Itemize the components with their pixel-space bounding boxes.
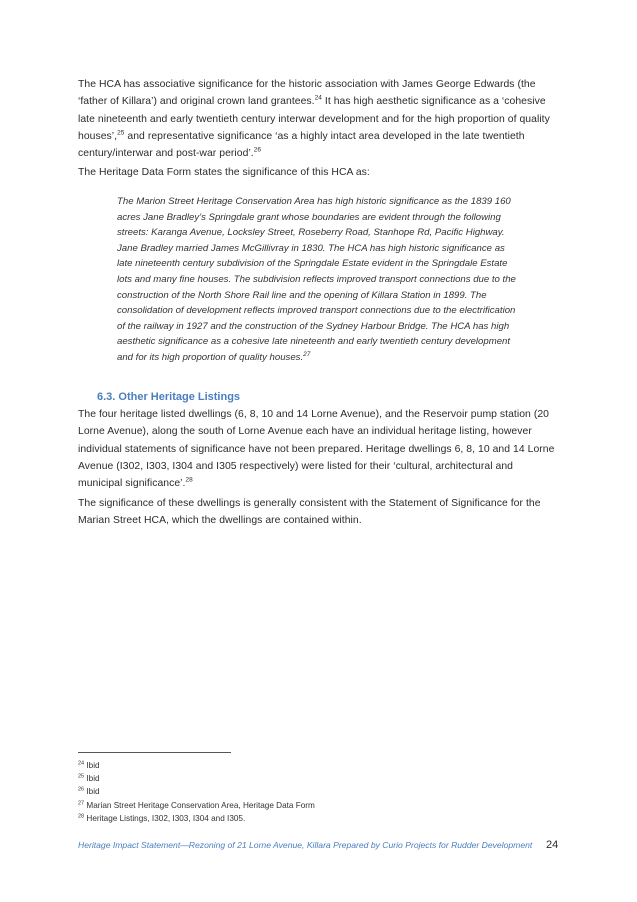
footnote-text: Marian Street Heritage Conservation Area, Heritage Data Form [84,800,315,810]
quote-text: The Marion Street Heritage Conservation Area has high historic significance as the 1839 160 acres Jane Bradley’s Springdale grant whose boundaries are evident through the following streets: Karanga Avenue, Locksley Street, Roseberry Road, Stanhope Rd, Pacific Highway. Jane Bradley married James McGillivray in 1830. The HCA has high historic significance as late nineteenth century subdivision of the Springdale Estate evident in the Springdale Estate lots and many fine houses. The subdivision reflects improved transport connections due to the construction of the North Shore Rail line and the opening of Killara Station in 1899. The consolidation of development reflects improved transport connections due to the electrification of the railway in 1927 and the construction of the Sydney Harbour Bridge. The HCA has high aesthetic significance as a cohesive late nineteenth and early twentieth century development and for its high proportion of quality houses. [117,196,516,363]
page-number: 24 [546,839,559,851]
footnote-text: Ibid [84,761,100,770]
intro-text-part-1: The HCA has associative significance for the historic association with James George Edwards (the ‘father of Killara’) and original crown land grantees. [78,79,536,108]
data-form-intro: The Heritage Data Form states the significance of this HCA as: [78,167,370,178]
footnote-item [78,772,498,785]
footnote-text: Ibid [84,787,100,797]
footnote-number: 25 [78,773,85,780]
footnote-text: Ibid [84,774,100,784]
footnote-item [78,785,498,798]
footnote-number: 27 [78,799,85,806]
footnotes [78,759,498,825]
footnote-divider [78,752,231,753]
footnote-number: 28 [78,813,85,820]
footnote-ref-26[interactable]: 26 [253,146,262,154]
listings-paragraph [78,406,560,492]
footnote-text: Heritage Listings, I302, I303, I304 and I305. [84,813,246,823]
listings-text: The four heritage listed dwellings (6, 8, 10 and 14 Lorne Avenue), and the Reservoir pump station (20 Lorne Avenue), along the south of Lorne Avenue each have an individual heritage listing, however individual statements of significance have not been prepared. Heritage dwellings 6, 8, 10 and 14 Lorne Avenue (I302, I303, I304 and I305 respectively) were listed for their ‘cultural, architectural and municipal significance’. [78,409,555,490]
footnote-item [78,812,498,825]
footnote-number: 26 [78,786,85,793]
footnote-item [78,799,498,812]
intro-paragraph [78,76,560,162]
intro-text-part-2: It has high aesthetic significance as a ‘cohesive late nineteenth and early twentieth century interwar development and for the high proportion of quality houses’, [78,96,550,142]
significance-quote [117,194,517,366]
intro-text-part-3: and representative significance ‘as a highly intact area developed in the late twentieth century/interwar and post-war period’. [78,130,525,160]
footnote-item [78,759,498,772]
footnote-ref-24[interactable]: 24 [314,94,322,102]
page-footer: Heritage Impact Statement—Rezoning of 21 Lorne Avenue, Killara Prepared by Curio Projects for Rudder Development [78,840,533,850]
footnote-ref-27[interactable]: 27 [303,350,311,358]
section-heading: 6.3. Other Heritage Listings [97,391,241,403]
footnote-ref-25[interactable]: 25 [117,129,125,137]
footnote-ref-28[interactable]: 28 [185,476,193,484]
consistency-paragraph: The significance of these dwellings is generally consistent with the Statement of Significance for the Marian Street HCA, which the dwellings are contained within. [78,498,541,527]
footnote-number: 24 [78,760,85,767]
